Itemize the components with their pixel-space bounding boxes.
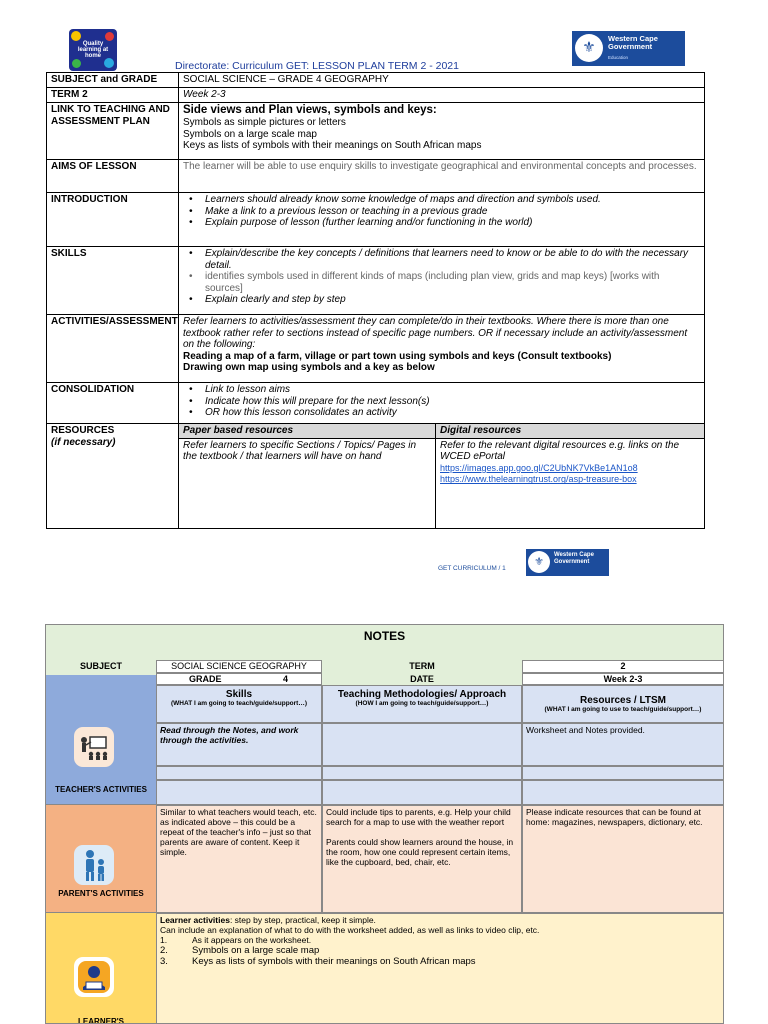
- activities-bold-1: Reading a map of a farm, village or part town using symbols and keys (Consult textbooks): [183, 350, 612, 362]
- teacher-resources-cell: Worksheet and Notes provided.: [522, 723, 724, 766]
- western-cape-government-logo: ⚜ Western Cape Government Education: [572, 31, 685, 66]
- resources-header: Resources / LTSM: [580, 695, 666, 706]
- skills-row: [47, 247, 705, 315]
- term-label: TERM 2: [47, 88, 179, 103]
- term-value: Week 2-3: [179, 88, 705, 103]
- link-heading: Side views and Plan views, symbols and keys:: [183, 104, 437, 116]
- list-item: • Explain purpose of lesson (further learning and/or functioning in the world): [189, 217, 700, 229]
- list-item: 2. Symbols on a large scale map: [160, 945, 320, 956]
- introduction-label: INTRODUCTION: [47, 193, 179, 247]
- introduction-row: [47, 193, 705, 247]
- date-label: DATE: [410, 674, 434, 684]
- digital-resources-header: Digital resources: [436, 424, 705, 439]
- link-line: Symbols on a large scale map: [183, 128, 317, 140]
- subject-label: SUBJECT and GRADE: [47, 73, 179, 88]
- crest-icon: ⚜: [575, 34, 603, 62]
- teacher-classroom-icon: [74, 727, 114, 767]
- parent-method-tip: Parents could show learners around the house, in the room, how one could represent certain items, like the cupboard, bed, chair, etc.: [326, 837, 514, 867]
- term-value: 2: [522, 660, 724, 673]
- resources-label: RESOURCES: [51, 425, 115, 436]
- aims-value: The learner will be able to use enquiry skills to investigate geographical and environmental concepts and processes.: [179, 160, 705, 193]
- activities-text: Refer learners to activities/assessment they can complete/do in their textbooks. Where there is more than one textbook rather refer to sections instead of specific page numbers. OR if necessary include an activity/assessment on the following:: [183, 316, 688, 351]
- teacher-activities-label: TEACHER'S ACTIVITIES: [55, 785, 147, 794]
- skills-header: Skills: [225, 689, 253, 700]
- list-item: 3. Keys as lists of symbols with their meanings on South African maps: [160, 956, 476, 967]
- parent-resources-cell: Please indicate resources that can be found at home: magazines, newspapers, dictionary, etc.: [522, 805, 724, 913]
- list-item: 1. As it appears on the worksheet.: [160, 935, 312, 945]
- parent-activities-label: PARENT'S ACTIVITIES: [58, 889, 144, 898]
- grade-label: GRADE: [189, 674, 222, 684]
- resources-header-row: [47, 424, 705, 439]
- aims-row: [47, 160, 705, 193]
- resources-header-cell: [522, 685, 724, 723]
- subject-label: SUBJECT: [79, 661, 122, 671]
- teacher-skills-cell: Read through the Notes, and work through the activities.: [156, 723, 322, 766]
- link-label: LINK TO TEACHING AND ASSESSMENT PLAN: [47, 103, 179, 160]
- link-line: Symbols as simple pictures or letters: [183, 117, 346, 128]
- learner-line: Can include an explanation of what to do with the worksheet added, as well as links to video clip, etc.: [160, 925, 540, 935]
- skills-header-cell: [156, 685, 322, 723]
- subject-value: SOCIAL SCIENCE – GRADE 4 GEOGRAPHY: [179, 73, 705, 88]
- skills-label: SKILLS: [47, 247, 179, 315]
- skills-subheader: (WHAT I am going to teach/guide/support…): [170, 700, 307, 707]
- notes-section: [45, 624, 724, 1024]
- crest-icon: ⚜: [528, 551, 550, 573]
- list-item: • Make a link to a previous lesson or teaching in a previous grade: [189, 206, 700, 218]
- date-value: Week 2-3: [522, 673, 724, 685]
- activities-bold-2: Drawing own map using symbols and a key as below: [183, 362, 435, 374]
- methodology-header: Teaching Methodologies/ Approach: [337, 689, 507, 700]
- teacher-side-panel: [46, 675, 156, 805]
- term-label: TERM: [409, 661, 435, 671]
- learner-activities-label: LEARNER'S: [78, 1017, 124, 1024]
- notes-title: NOTES: [363, 629, 406, 643]
- list-item: • Explain/describe the key concepts / definitions that learners need to know or be able to do with the necessary detail.: [189, 248, 700, 271]
- consolidation-label: CONSOLIDATION: [47, 383, 179, 424]
- footer-text: GET CURRICULUM / 1: [438, 565, 506, 572]
- learner-reading-icon: [74, 957, 114, 997]
- learner-activities-cell: [156, 913, 724, 1024]
- parent-child-icon: [74, 845, 114, 885]
- lesson-plan-table: [46, 72, 705, 529]
- list-item: • Learners should already know some knowledge of maps and direction and symbols used.: [189, 194, 700, 206]
- parent-method-cell: [322, 805, 522, 913]
- resources-subheader: (WHAT I am going to use to teach/guide/support…): [544, 706, 702, 713]
- learner-side-panel: [46, 913, 156, 1024]
- resources-sublabel: (if necessary): [51, 436, 116, 448]
- paper-resources-text: Refer learners to specific Sections / Topics/ Pages in the textbook / that learners will have on hand: [179, 438, 436, 528]
- grade-value: 4: [283, 674, 289, 684]
- methodology-subheader: (HOW I am going to teach/guide/support…): [355, 700, 489, 707]
- learner-intro: : step by step, practical, keep it simple.: [229, 915, 376, 925]
- teacher-method-cell: [322, 723, 522, 766]
- methodology-header-cell: [322, 685, 522, 723]
- link-line: Keys as lists of symbols with their meanings on South African maps: [183, 140, 482, 152]
- list-item: • Explain clearly and step by step: [189, 294, 700, 306]
- parent-side-panel: [46, 805, 156, 913]
- activities-row: [47, 315, 705, 383]
- resource-link[interactable]: https://www.thelearningtrust.org/asp-treasure-box: [440, 474, 637, 485]
- list-item: • OR how this lesson consolidates an activity: [189, 407, 700, 419]
- link-row: [47, 103, 705, 160]
- directorate-title: Directorate: Curriculum GET: LESSON PLAN TERM 2 - 2021: [175, 60, 459, 72]
- term-row: [47, 88, 705, 103]
- subject-value: SOCIAL SCIENCE GEOGRAPHY: [156, 660, 322, 673]
- parent-method-tip: Could include tips to parents, e.g. Help your child search for a map to use with the weather report: [326, 807, 511, 827]
- consolidation-row: [47, 383, 705, 424]
- list-item: • identifies symbols used in different kinds of maps (including plan view, grids and map keys) [works with sources]: [189, 271, 700, 294]
- resource-link[interactable]: https://images.app.goo.gl/C2UbNK7VkBe1AN1o8: [440, 462, 638, 473]
- paper-resources-header: Paper based resources: [179, 424, 436, 439]
- parent-skills-cell: Similar to what teachers would teach, etc. as indicated above – this could be a repeat of the teacher's info – just so that parents are aware of content. Keep it simple.: [156, 805, 322, 913]
- western-cape-government-logo: ⚜ Western Cape Government: [526, 549, 609, 576]
- learner-intro-bold: Learner activities: [160, 915, 230, 925]
- list-item: • Link to lesson aims: [189, 384, 700, 396]
- digital-resources-text: Refer to the relevant digital resources e.g. links on the WCED ePortal: [440, 439, 680, 463]
- aims-label: AIMS OF LESSON: [47, 160, 179, 193]
- quality-learning-logo: [69, 29, 117, 71]
- logo-text: Quality learning at home: [77, 41, 109, 59]
- activities-label: ACTIVITIES/ASSESSMENT: [47, 315, 179, 383]
- list-item: • Indicate how this will prepare for the next lesson(s): [189, 396, 700, 408]
- subject-row: [47, 73, 705, 88]
